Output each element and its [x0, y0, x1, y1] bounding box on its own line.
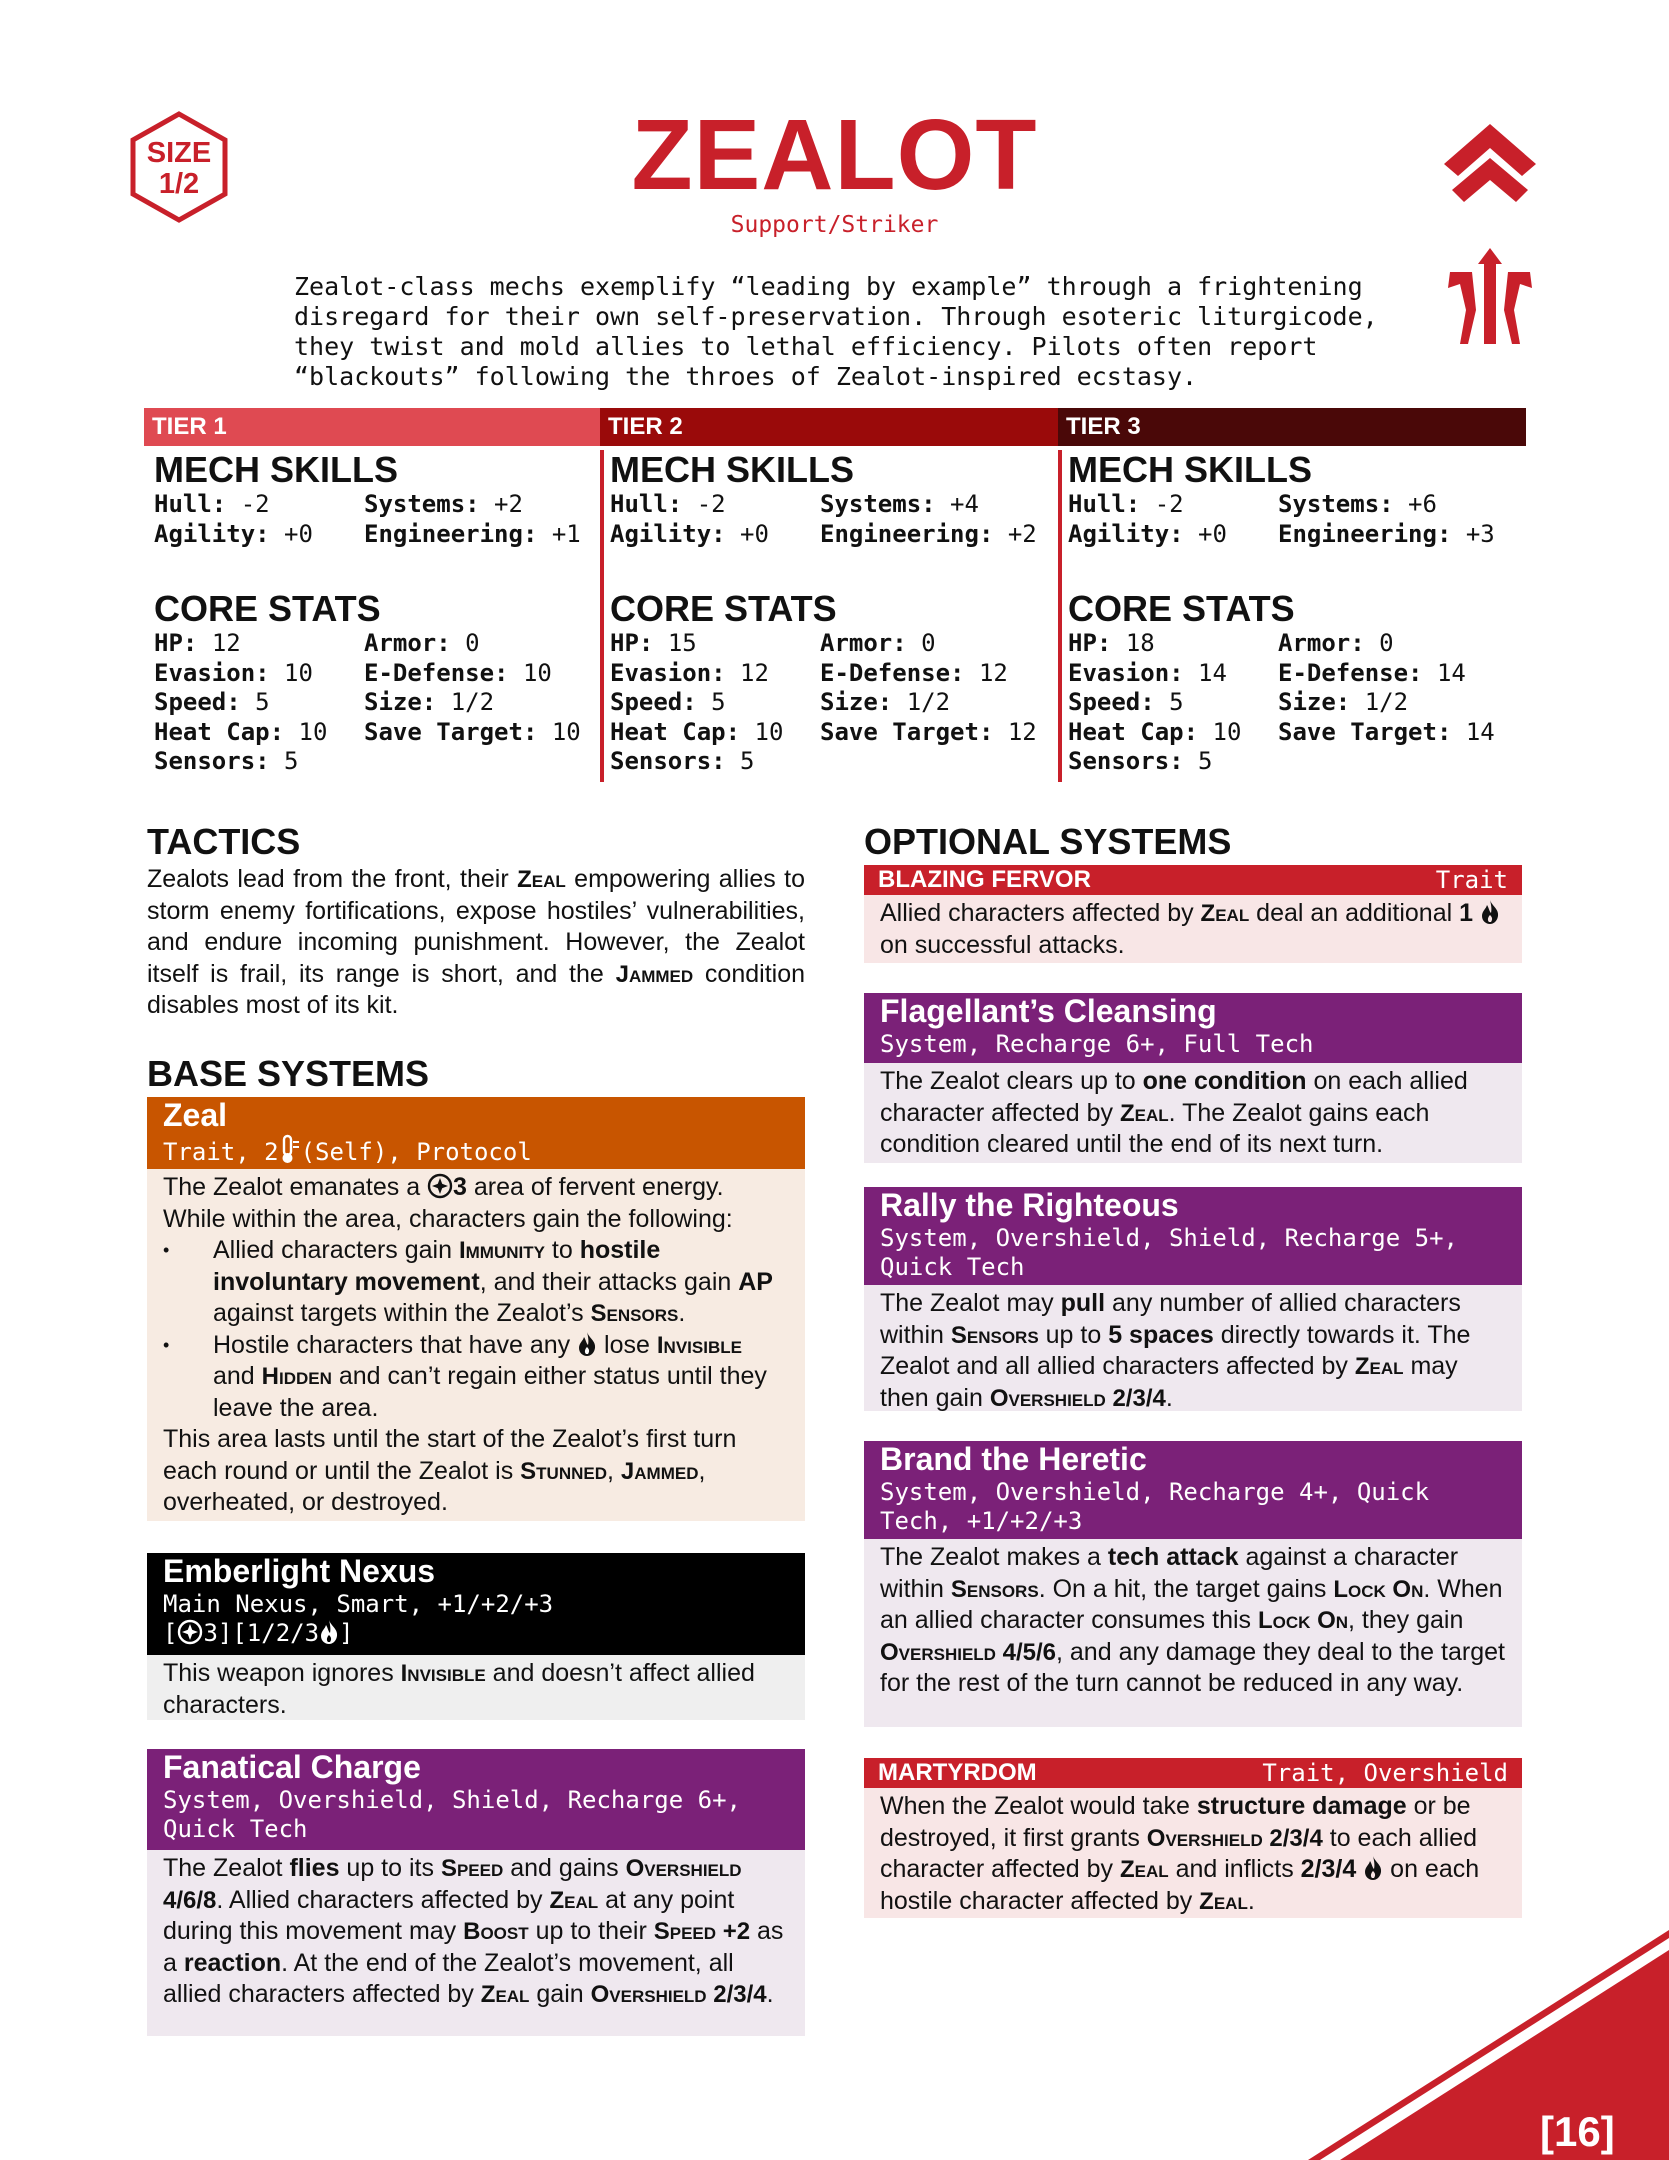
range-bracket: ]	[339, 1619, 354, 1647]
page-number: [16]	[1540, 2108, 1615, 2155]
skill-entry	[610, 520, 820, 550]
stat-label: Sensors:	[1068, 747, 1184, 775]
mech-skills-grid	[610, 490, 1058, 549]
stat-entry	[820, 688, 1058, 718]
tier-1-panel	[144, 408, 600, 778]
stat-label: Heat Cap:	[1068, 717, 1199, 746]
stat-value: 1/2	[450, 688, 495, 716]
stat-entry	[364, 659, 600, 689]
text-run: and doesn’t affect allied characters.	[163, 1659, 755, 1719]
burn-value: 2/3/4	[1300, 1855, 1357, 1883]
text-run: , overheated, or destroyed.	[163, 1456, 706, 1516]
base-systems-heading: BASE SYSTEMS	[147, 1053, 430, 1094]
skill-entry	[820, 490, 1058, 520]
text-run: , and their attacks gain	[479, 1267, 739, 1296]
stat-label: Evasion:	[1068, 658, 1184, 687]
skill-entry	[1068, 520, 1278, 550]
keyword: Overshield 2/3/4	[590, 1981, 767, 2008]
tier-3-panel	[1058, 408, 1526, 778]
text-run: and inflicts	[1168, 1855, 1294, 1883]
stat-label: Engineering:	[1278, 519, 1452, 548]
stat-label: Heat Cap:	[154, 717, 285, 746]
keyword: Overshield 2/3/4	[989, 1384, 1166, 1412]
text-run: to	[544, 1236, 580, 1264]
stat-value: 14	[1436, 658, 1466, 687]
text-run: .	[678, 1299, 686, 1327]
text-run: and gains	[503, 1854, 626, 1882]
skill-entry	[154, 490, 364, 520]
text-run: , they gain	[1348, 1606, 1464, 1634]
fanatical-charge-card	[147, 1749, 805, 2036]
stat-value: 12	[978, 658, 1008, 687]
mech-skills-heading: MECH SKILLS	[1068, 449, 1313, 490]
rally-card-header	[864, 1187, 1522, 1285]
intro-text: Zealot-class mechs exemplify “leading by example” through a frightening disregard for their own self-preservation. Through esoteric liturgicode, they twist and mold allies to lethal efficiency. Pilots often report “blackouts” following the throes of Zealot-inspired ecstasy.	[294, 272, 1378, 391]
stat-entry	[154, 629, 364, 659]
text-run: directly towards it. The Zealot and all allied characters affected by	[880, 1320, 1471, 1380]
stat-value: 0	[1379, 629, 1394, 657]
stat-value: 1/2	[906, 688, 951, 716]
flagellant-tags: System, Recharge 6+, Full Tech	[880, 1030, 1314, 1058]
stat-value: 12	[1007, 717, 1037, 746]
stat-value: 0	[921, 629, 936, 657]
stat-label: Save Target:	[820, 717, 994, 746]
stat-label: HP:	[610, 629, 654, 657]
text-run: up to their	[528, 1917, 654, 1945]
stat-value: 10	[1212, 717, 1242, 746]
zeal-intro	[163, 1172, 789, 1235]
keyword: Zeal	[1119, 1099, 1169, 1127]
stat-entry	[820, 718, 1058, 748]
mech-skills-grid	[154, 490, 600, 549]
zeal-card-body	[147, 1169, 805, 1521]
stat-label: Armor:	[364, 629, 451, 657]
zeal-duration-text	[163, 1424, 789, 1519]
stat-label: E-Defense:	[1278, 658, 1423, 687]
blazing-name: BLAZING FERVOR	[878, 866, 1091, 893]
stat-label: Armor:	[820, 629, 907, 657]
stat-value: 15	[667, 629, 697, 657]
keyword: structure damage	[1196, 1792, 1407, 1820]
page-subtitle: Support/Striker	[730, 212, 939, 238]
stat-value: 5	[1169, 688, 1184, 716]
stat-label: Speed:	[154, 688, 241, 716]
stat-value: 1/2	[1364, 688, 1409, 716]
stat-entry	[610, 718, 820, 748]
keyword: Boost	[463, 1918, 529, 1945]
stat-label: Sensors:	[610, 747, 726, 775]
core-stats-grid	[154, 629, 600, 777]
zeal-keyword: Zeal	[1200, 900, 1250, 927]
stat-value: 14	[1465, 717, 1495, 746]
optional-systems-heading: OPTIONAL SYSTEMS	[864, 821, 1232, 862]
stat-label: Agility:	[1068, 519, 1184, 548]
stat-value: +1	[551, 519, 581, 548]
zeal-name: Zeal	[163, 1097, 228, 1133]
stat-entry	[1278, 659, 1526, 689]
stat-value: 14	[1198, 658, 1227, 687]
stat-entry	[1068, 747, 1278, 777]
blazing-text-part: Allied characters affected by	[880, 899, 1201, 927]
text-run: any number of allied characters within	[880, 1289, 1461, 1349]
stat-value: 12	[740, 658, 769, 687]
text-run: . On a hit, the target gains	[1038, 1574, 1334, 1603]
keyword: one condition	[1142, 1067, 1307, 1095]
size-value: 1/2	[158, 168, 200, 200]
keyword: Overshield 4/6/8	[163, 1855, 742, 1914]
zeal-card-header	[147, 1097, 805, 1169]
stat-entry	[820, 659, 1058, 689]
stat-entry	[610, 629, 820, 659]
zeal-bullet-hostile	[163, 1330, 789, 1425]
stat-value: 5	[711, 688, 726, 716]
flagellant-name: Flagellant’s Cleansing	[880, 993, 1217, 1029]
rally-name: Rally the Righteous	[880, 1187, 1179, 1223]
stat-label: Armor:	[1278, 629, 1365, 657]
text-run: gain	[529, 1980, 591, 2008]
range-value: 3][1/2/3	[203, 1619, 320, 1647]
stat-label: Evasion:	[610, 658, 726, 687]
stat-label: Evasion:	[154, 658, 270, 687]
stat-value: -2	[1154, 490, 1184, 518]
stat-value: 10	[298, 717, 328, 746]
zeal-tags	[163, 1134, 789, 1167]
chevron-up-icon	[1444, 124, 1536, 209]
stat-value: +4	[950, 490, 979, 518]
brand-the-heretic-card	[864, 1441, 1522, 1727]
stat-value: 10	[551, 717, 581, 746]
text-run: as a	[163, 1917, 784, 1977]
skill-entry	[1068, 490, 1278, 520]
text-run: The Zealot clears up to	[880, 1067, 1143, 1095]
tier-2-header: TIER 2	[600, 408, 1058, 446]
trident-icon	[1440, 248, 1540, 349]
keyword: Zeal	[1119, 1856, 1169, 1883]
zeal-text-part: area of fervent energy. While within the area, characters gain the following:	[163, 1173, 733, 1233]
heat-icon	[279, 1134, 301, 1164]
stat-value: +0	[740, 519, 769, 548]
zeal-tags-part: (Self), Protocol	[300, 1138, 532, 1166]
emberlight-nexus-card	[147, 1553, 805, 1720]
text-run: The Zealot may	[880, 1289, 1061, 1317]
emberlight-name: Emberlight Nexus	[163, 1553, 436, 1589]
text-run: up to	[1038, 1320, 1109, 1349]
keyword: Invisible	[656, 1331, 742, 1359]
core-stats-heading: CORE STATS	[1068, 588, 1295, 629]
stat-label: Engineering:	[364, 519, 538, 548]
stat-label: Systems:	[1278, 490, 1394, 518]
stat-label: Save Target:	[364, 717, 538, 746]
keyword: reaction	[183, 1948, 282, 1977]
keyword: 5 spaces	[1108, 1320, 1214, 1349]
text-run: and can’t regain either status until they leave the area.	[213, 1362, 767, 1422]
text-run: The Zealot makes a	[880, 1543, 1108, 1571]
brand-tags: System, Overshield, Recharge 4+, Quick Tech, +1/+2/+3	[880, 1478, 1430, 1535]
skill-entry	[610, 490, 820, 520]
martyrdom-card-header	[864, 1758, 1522, 1788]
burn-icon	[319, 1619, 339, 1645]
martyrdom-text-part	[880, 1792, 1477, 1883]
stat-entry	[1278, 629, 1526, 659]
fanatical-card-body	[147, 1850, 805, 2036]
fanatical-card-header	[147, 1749, 805, 1850]
stat-entry	[364, 629, 600, 659]
martyrdom-card	[864, 1758, 1522, 1918]
text-run: . At the end of the Zealot’s movement, all allied characters affected by	[163, 1948, 734, 2008]
keyword: Immunity	[458, 1237, 545, 1264]
text-run: up to its	[339, 1854, 441, 1882]
zeal-tags-part: Trait, 2	[163, 1138, 279, 1166]
text-run: . The Zealot gains each condition cleared until the end of its next turn.	[880, 1098, 1430, 1158]
keyword: Zeal	[549, 1886, 599, 1914]
blazing-fervor-card	[864, 865, 1522, 963]
zeal-text-part: The Zealot emanates a	[163, 1173, 421, 1201]
stat-entry	[154, 659, 364, 689]
emberlight-range	[163, 1619, 789, 1648]
text-run: at any point during this movement may	[163, 1885, 735, 1945]
text-run: The Zealot	[163, 1854, 290, 1882]
burst-icon	[427, 1173, 453, 1199]
zeal-card	[147, 1097, 805, 1521]
mech-skills-heading: MECH SKILLS	[154, 449, 399, 490]
stat-entry	[364, 688, 600, 718]
text-run: against targets within the Zealot’s	[213, 1299, 591, 1327]
zeal-text-part: lose	[604, 1330, 650, 1359]
keyword: Lock On	[1257, 1607, 1349, 1634]
stat-label: Systems:	[820, 490, 936, 518]
stat-label: Agility:	[610, 519, 726, 548]
stat-label: Sensors:	[154, 747, 270, 775]
martyrdom-name: MARTYRDOM	[878, 1759, 1037, 1786]
fanatical-name: Fanatical Charge	[163, 1749, 421, 1785]
stat-label: Size:	[364, 688, 437, 716]
text-run: on each allied character affected by	[880, 1067, 1468, 1127]
text-run: . When an allied character consumes this	[880, 1574, 1503, 1634]
stat-label: HP:	[1068, 629, 1112, 657]
stat-entry	[154, 688, 364, 718]
tier-3-header: TIER 3	[1058, 408, 1526, 446]
blazing-text-part: deal an additional	[1249, 899, 1460, 927]
keyword: Overshield 2/3/4	[1146, 1824, 1323, 1852]
keyword: Zeal	[1354, 1353, 1404, 1380]
stat-entry	[1068, 718, 1278, 748]
stat-entry	[1278, 688, 1526, 718]
text-run: .	[1165, 1383, 1173, 1412]
blazing-text-part: on successful attacks.	[880, 930, 1125, 959]
text-run: to each allied character affected by	[880, 1823, 1478, 1883]
stat-label: HP:	[154, 629, 198, 657]
martyrdom-tags: Trait, Overshield	[1262, 1759, 1508, 1787]
stat-value: 10	[284, 658, 313, 687]
zeal-text-part: Hostile characters that have any	[213, 1330, 571, 1359]
tactics-text	[147, 864, 805, 1022]
stat-label: E-Defense:	[364, 658, 509, 687]
rally-the-righteous-card	[864, 1187, 1522, 1411]
skill-entry	[820, 520, 1058, 550]
rally-card-body	[864, 1285, 1522, 1411]
stat-value: +3	[1465, 519, 1495, 548]
brand-card-header	[864, 1441, 1522, 1539]
stat-value: 5	[740, 747, 755, 775]
core-stats-heading: CORE STATS	[154, 588, 381, 629]
stat-value: -2	[240, 490, 270, 518]
stat-label: Speed:	[610, 688, 697, 716]
text-run: against a character within	[880, 1543, 1459, 1603]
stat-label: Heat Cap:	[610, 717, 741, 746]
emberlight-card-body	[147, 1655, 805, 1720]
fanatical-tags: System, Overshield, Shield, Recharge 6+, Quick Tech	[163, 1786, 741, 1843]
keyword: Hidden	[261, 1363, 332, 1390]
stat-value: 5	[255, 688, 270, 716]
flagellant-card-header	[864, 993, 1522, 1063]
tier-1-header: TIER 1	[144, 408, 600, 446]
stat-label: E-Defense:	[820, 658, 965, 687]
burst-icon	[177, 1619, 203, 1645]
stat-entry	[1068, 688, 1278, 718]
text-run: Allied characters gain	[213, 1236, 459, 1264]
core-stats-grid	[610, 629, 1058, 777]
stat-value: +0	[1198, 519, 1227, 548]
stat-entry	[1068, 629, 1278, 659]
martyrdom-text-part: .	[1247, 1886, 1255, 1915]
stat-entry	[610, 747, 820, 777]
tactics-text-part: condition disables most of its kit.	[147, 959, 805, 1019]
stat-label: Speed:	[1068, 688, 1155, 716]
emberlight-tags: Main Nexus, Smart, +1/+2/+3	[163, 1590, 554, 1618]
text-run: may then gain	[880, 1352, 1458, 1412]
blazing-tags: Trait	[1435, 866, 1508, 894]
stat-value: +0	[284, 519, 313, 548]
blazing-card-header	[864, 865, 1522, 895]
text-run: ,	[607, 1456, 621, 1485]
stat-entry	[154, 718, 364, 748]
tactics-text-part: Zealots lead from the front, their	[147, 865, 518, 893]
text-run: When the Zealot would take	[880, 1792, 1197, 1820]
mech-skills-grid	[1068, 490, 1526, 549]
stat-value: 10	[522, 658, 552, 687]
text-run: .	[766, 1980, 774, 2008]
flagellants-cleansing-card	[864, 993, 1522, 1163]
martyrdom-card-body	[864, 1788, 1522, 1918]
core-stats-heading: CORE STATS	[610, 588, 837, 629]
text-run: and	[213, 1362, 262, 1390]
stat-value: +2	[494, 490, 523, 518]
keyword: Stunned	[520, 1457, 607, 1485]
keyword: Invisible	[400, 1660, 486, 1687]
burst-value: 3	[453, 1173, 467, 1201]
stat-value: 0	[465, 629, 480, 657]
stat-label: Size:	[820, 688, 893, 716]
martyrdom-text-part: on each hostile character affected by	[880, 1855, 1480, 1915]
stat-entry	[820, 629, 1058, 659]
text-run: This area lasts until the start of the Zealot’s first turn each round or until the Zealot is	[163, 1425, 737, 1485]
keyword: pull	[1060, 1289, 1106, 1317]
stat-label: Systems:	[364, 490, 480, 518]
burn-icon	[1480, 899, 1500, 925]
stat-value: 5	[284, 747, 299, 775]
keyword: AP	[738, 1267, 773, 1296]
brand-card-body	[864, 1539, 1522, 1727]
emberlight-card-header	[147, 1553, 805, 1655]
zeal-keyword: Zeal	[1199, 1887, 1248, 1915]
keyword: Jammed	[620, 1457, 699, 1485]
tactics-heading: TACTICS	[147, 821, 301, 862]
skill-entry	[364, 490, 600, 520]
stat-entry	[1068, 659, 1278, 689]
keyword: Overshield 4/5/6	[880, 1638, 1057, 1666]
stat-entry	[1278, 718, 1526, 748]
size-label: SIZE	[146, 137, 212, 169]
stat-label: Agility:	[154, 519, 270, 548]
zeal-bullet-allied	[163, 1235, 789, 1330]
stat-label: Hull:	[610, 490, 683, 518]
keyword: Sensors	[950, 1575, 1039, 1603]
blazing-card-body	[864, 895, 1522, 963]
keyword: Sensors	[950, 1321, 1039, 1349]
stat-label: Hull:	[1068, 490, 1141, 518]
burn-value: 1	[1459, 899, 1474, 927]
skill-entry	[154, 520, 364, 550]
page-title: ZEALOT	[631, 99, 1038, 211]
core-stats-grid	[1068, 629, 1526, 777]
jammed-keyword: Jammed	[615, 960, 694, 988]
keyword: Speed	[440, 1855, 504, 1882]
stat-entry	[154, 747, 364, 777]
skill-entry	[364, 520, 600, 550]
flagellant-card-body	[864, 1063, 1522, 1163]
text-run: , and any damage they deal to the target for the rest of the turn cannot be reduced in any way.	[880, 1637, 1505, 1697]
stat-value: -2	[696, 490, 726, 518]
range-bracket: [	[163, 1619, 178, 1647]
stat-label: Save Target:	[1278, 717, 1452, 746]
stat-value: +6	[1408, 490, 1437, 518]
keyword: Zeal	[480, 1981, 530, 2008]
text-run: or be destroyed, it first grants	[880, 1792, 1471, 1852]
stat-value: 18	[1125, 629, 1155, 657]
keyword: Speed +2	[653, 1918, 751, 1945]
zeal-keyword: Zeal	[517, 866, 566, 893]
brand-name: Brand the Heretic	[880, 1441, 1147, 1477]
mech-skills-heading: MECH SKILLS	[610, 449, 855, 490]
tactics-text-part: empowering allies to storm enemy fortifications, expose hostiles’ vulnerabilities, and endure incoming punishment. However, the Zealot itself is frail, its range is short, and the	[147, 865, 806, 988]
keyword: flies	[289, 1854, 340, 1882]
stat-entry	[610, 688, 820, 718]
skill-entry	[1278, 520, 1526, 550]
stat-label: Engineering:	[820, 519, 994, 548]
keyword: Lock On	[1333, 1575, 1424, 1603]
stat-value: 12	[211, 629, 241, 657]
stat-entry	[610, 659, 820, 689]
stat-entry	[364, 718, 600, 748]
tier-2-panel	[600, 408, 1058, 778]
keyword: hostile involuntary movement	[213, 1236, 661, 1296]
rally-tags: System, Overshield, Shield, Recharge 5+, Quick Tech	[880, 1224, 1458, 1281]
stat-label: Hull:	[154, 490, 227, 518]
stat-value: +2	[1007, 519, 1037, 548]
stat-value: 5	[1198, 747, 1213, 775]
stat-value: 10	[754, 717, 784, 746]
text-run: . Allied characters affected by	[216, 1885, 550, 1914]
stat-label: Size:	[1278, 688, 1351, 716]
text-run: This weapon ignores	[163, 1659, 401, 1687]
keyword: tech attack	[1107, 1543, 1239, 1571]
burn-icon	[577, 1331, 597, 1357]
keyword: Sensors	[590, 1300, 679, 1327]
skill-entry	[1278, 490, 1526, 520]
burn-icon	[1363, 1855, 1383, 1881]
